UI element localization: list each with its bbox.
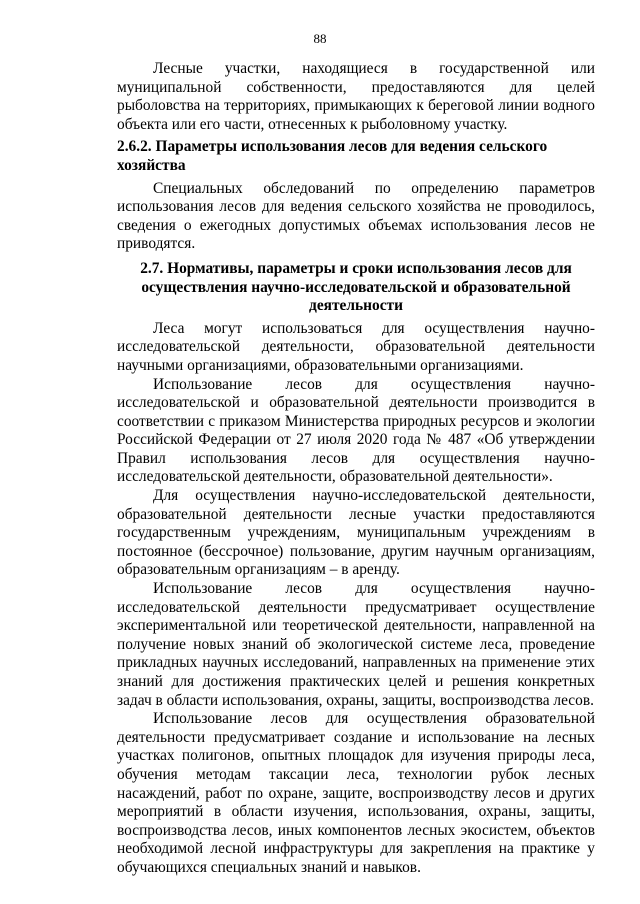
page-number: 88 bbox=[313, 31, 327, 46]
page-content bbox=[117, 60, 595, 878]
section-heading-2-7: 2.7. Нормативы, параметры и сроки использования лесов для осуществления научно-исследовательской и образовательной деятельности bbox=[140, 259, 572, 315]
paragraph-educational-activity: Использование лесов для осуществления образовательной деятельности предусматривает создание и использование на лесных участках полигонов, опытных площадок для изучения природы леса, обучения методам таксации леса, технологии рубок лесных насаждений, работ по охране, защите, воспроизводству лесов и других мероприятий в области изучения, использования, охраны, защиты, воспроизводства лесов, иных компонентов лесных экосистем, объектов необходимой лесной инфраструктуры для закрепления на практике у обучающихся специальных знаний и навыков. bbox=[117, 710, 595, 876]
section-heading-2-6-2: 2.6.2. Параметры использования лесов для ведения сельского хозяйства bbox=[117, 138, 548, 174]
paragraph-fishing-plots: Лесные участки, находящиеся в государственной или муниципальной собственности, предоставляются для целей рыболовства на территориях, примыкающих к береговой линии водного объекта или его части, отнесенных к рыболовному участку. bbox=[117, 60, 595, 133]
paragraph-order-reference: Использование лесов для осуществления научно-исследовательской и образовательной деятельности производится в соответствии с приказом Министерства природных ресурсов и экологии Российской Федерации от 27 июля 2020 года № 487 «Об утверждении Правил использования лесов для осуществления научно-исследовательской деятельности, образовательной деятельности». bbox=[117, 375, 595, 486]
paragraph-plot-allocation: Для осуществления научно-исследовательской деятельности, образовательной деятельности лесные участки предоставляются государственным учреждениям, муниципальным учреждениям в постоянное (бессрочное) пользование, другим научным организациям, образовательным организациям – в аренду. bbox=[117, 487, 595, 579]
paragraph-forest-use-purpose: Леса могут использоваться для осуществления научно-исследовательской деятельности, образовательной деятельности научными организациями, образовательными организациями. bbox=[117, 319, 595, 374]
paragraph-agriculture: Специальных обследований по определению параметров использования лесов для ведения сельского хозяйства не проводилось, сведения о ежегодных допустимых объемах использования лесов не приводятся. bbox=[117, 179, 595, 253]
paragraph-research-activity: Использование лесов для осуществления научно-исследовательской деятельности предусматривает осуществление экспериментальной или теоретической деятельности, направленной на получение новых знаний об экологической системе леса, проведение прикладных научных исследований, направленных на применение этих знаний для достижения практических целей и решения конкретных задач в области использования, охраны, защиты, воспроизводства лесов. bbox=[117, 580, 595, 709]
